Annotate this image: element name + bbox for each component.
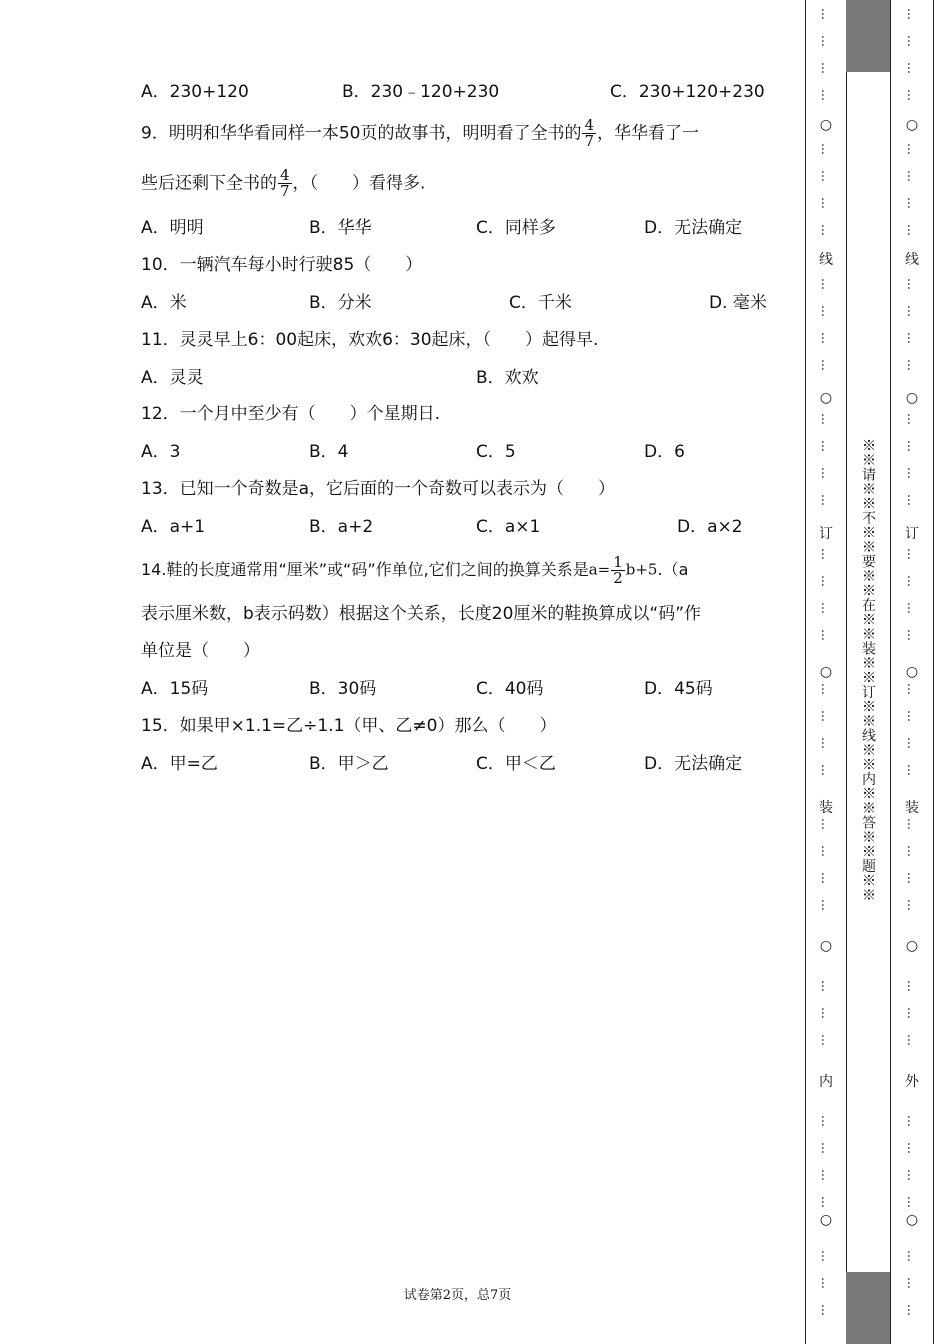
inner-circle-mark: ○ <box>819 938 833 954</box>
q12-option-c: C．5 <box>476 442 516 462</box>
q8-option-c: C．230+120+230 <box>610 82 765 102</box>
inner-dot-leader: … <box>819 845 833 857</box>
q14-line-2: 表示厘米数，b表示码数）根据这个关系，长度20厘米的鞋换算成以“码”作 <box>141 604 702 624</box>
q14-option-a: A．15码 <box>141 679 209 699</box>
inner-dot-leader: … <box>819 494 833 506</box>
q9-option-b: B．华华 <box>309 218 372 238</box>
q13-option-a: A．a+1 <box>141 517 206 537</box>
outer-dot-leader: … <box>905 413 919 425</box>
outer-dot-leader: … <box>905 224 919 236</box>
q14-formula: a= $\frac{1}{2}$ b+5 <box>588 553 658 587</box>
inner-dot-leader: … <box>819 710 833 722</box>
q15-option-a: A．甲=乙 <box>141 754 218 774</box>
outer-dot-leader: … <box>905 1007 919 1019</box>
q14-option-c: C．40码 <box>476 679 544 699</box>
inner-binding-label: 订 <box>819 526 833 542</box>
inner-dot-leader: … <box>819 818 833 830</box>
q11-option-b: B．欢欢 <box>476 368 539 388</box>
q9-text: 9．明明和华华看同样一本50页的故事书，明明看了全书的 <box>141 123 582 144</box>
outer-circle-mark: ○ <box>905 1212 919 1228</box>
outer-circle-mark: ○ <box>905 938 919 954</box>
inner-binding-label: 内 <box>819 1074 833 1090</box>
outer-dot-leader: … <box>905 332 919 344</box>
inner-circle-mark: ○ <box>819 664 833 680</box>
inner-binding-label: 线 <box>819 252 833 268</box>
inner-dot-leader: … <box>819 170 833 182</box>
outer-dot-leader: … <box>905 197 919 209</box>
q12-option-a: A．3 <box>141 442 181 462</box>
outer-dot-leader: … <box>905 1304 919 1316</box>
inner-dot-leader: … <box>819 413 833 425</box>
inner-dot-leader: … <box>819 8 833 20</box>
inner-circle-mark: ○ <box>819 390 833 406</box>
q9-line-2: 些后还剩下全书的 $\frac{4}{7}$ ，（ ）看得多. <box>141 166 426 200</box>
outer-dot-leader: … <box>905 143 919 155</box>
outer-dot-leader: … <box>905 980 919 992</box>
margin-warning-text: ※※请※※不※※要※※在※※装※※订※※线※※内※※答※※题※※ <box>860 438 876 902</box>
outer-dot-leader: … <box>905 1115 919 1127</box>
inner-dot-leader: … <box>819 1277 833 1289</box>
q14-option-d: D．45码 <box>644 679 713 699</box>
outer-circle-mark: ○ <box>905 117 919 133</box>
outer-dot-leader: … <box>905 602 919 614</box>
outer-dot-leader: … <box>905 629 919 641</box>
outer-dot-leader: … <box>905 845 919 857</box>
outer-dot-leader: … <box>905 89 919 101</box>
outer-dot-leader: … <box>905 764 919 776</box>
outer-dot-leader: … <box>905 62 919 74</box>
inner-binding-column <box>806 0 846 1344</box>
q15-option-d: D．无法确定 <box>644 754 743 774</box>
outer-dot-leader: … <box>905 1034 919 1046</box>
outer-dot-leader: … <box>905 359 919 371</box>
outer-dot-leader: … <box>905 170 919 182</box>
q12-text: 12．一个月中至少有（ ）个星期日. <box>141 404 441 424</box>
q13-option-c: C．a×1 <box>476 517 541 537</box>
outer-dot-leader: … <box>905 305 919 317</box>
outer-dot-leader: … <box>905 278 919 290</box>
q10-text: 10．一辆汽车每小时行驶85（ ） <box>141 255 423 275</box>
inner-dot-leader: … <box>819 1169 833 1181</box>
inner-dot-leader: … <box>819 1115 833 1127</box>
margin-border-inner-right <box>890 0 891 1344</box>
q9-option-a: A．明明 <box>141 218 204 238</box>
outer-binding-label: 订 <box>905 526 919 542</box>
inner-dot-leader: … <box>819 872 833 884</box>
inner-dot-leader: … <box>819 1007 833 1019</box>
outer-circle-mark: ○ <box>905 390 919 406</box>
q11-text: 11．灵灵早上6：00起床，欢欢6：30起床，（ ）起得早. <box>141 330 599 350</box>
outer-dot-leader: … <box>905 440 919 452</box>
inner-binding-label: 装 <box>819 800 833 816</box>
inner-dot-leader: … <box>819 575 833 587</box>
inner-dot-leader: … <box>819 332 833 344</box>
inner-dot-leader: … <box>819 629 833 641</box>
inner-dot-leader: … <box>819 1304 833 1316</box>
inner-dot-leader: … <box>819 683 833 695</box>
inner-dot-leader: … <box>819 224 833 236</box>
inner-dot-leader: … <box>819 899 833 911</box>
inner-dot-leader: … <box>819 278 833 290</box>
q9-fraction-2: $\frac{4}{7}$ <box>280 166 290 200</box>
inner-dot-leader: … <box>819 197 833 209</box>
outer-dot-leader: … <box>905 683 919 695</box>
q10-option-a: A．米 <box>141 293 187 313</box>
q9-fraction: $\frac{4}{7}$ <box>584 116 594 150</box>
outer-dot-leader: … <box>905 899 919 911</box>
inner-dot-leader: … <box>819 440 833 452</box>
q9-option-d: D．无法确定 <box>644 218 743 238</box>
q15-text: 15．如果甲×1.1=乙÷1.1（甲、乙≠0）那么（ ） <box>141 716 557 736</box>
q14-text: 14.鞋的长度通常用“厘米”或“码”作单位,它们之间的换算关系是 <box>141 560 589 579</box>
q13-text: 13．已知一个奇数是a，它后面的一个奇数可以表示为（ ） <box>141 479 616 499</box>
q13-option-d: D．a×2 <box>677 517 743 537</box>
outer-circle-mark: ○ <box>905 664 919 680</box>
inner-dot-leader: … <box>819 1142 833 1154</box>
q9-line-1: 9．明明和华华看同样一本50页的故事书，明明看了全书的 $\frac{4}{7}$ ，华华看了一 <box>141 116 699 150</box>
outer-dot-leader: … <box>905 1142 919 1154</box>
outer-dot-leader: … <box>905 872 919 884</box>
inner-dot-leader: … <box>819 35 833 47</box>
inner-dot-leader: … <box>819 602 833 614</box>
inner-circle-mark: ○ <box>819 1212 833 1228</box>
outer-dot-leader: … <box>905 710 919 722</box>
q12-option-b: B．4 <box>309 442 349 462</box>
outer-dot-leader: … <box>905 575 919 587</box>
inner-dot-leader: … <box>819 548 833 560</box>
outer-dot-leader: … <box>905 1196 919 1208</box>
q10-option-b: B．分米 <box>309 293 372 313</box>
inner-dot-leader: … <box>819 359 833 371</box>
margin-gray-band-bottom <box>846 1272 890 1344</box>
inner-dot-leader: … <box>819 764 833 776</box>
inner-dot-leader: … <box>819 1034 833 1046</box>
q10-option-d: D. 毫米 <box>709 293 767 313</box>
inner-dot-leader: … <box>819 62 833 74</box>
inner-dot-leader: … <box>819 980 833 992</box>
inner-circle-mark: ○ <box>819 117 833 133</box>
q8-option-b: B．230﹣120+230 <box>342 82 500 102</box>
inner-dot-leader: … <box>819 89 833 101</box>
outer-dot-leader: … <box>905 548 919 560</box>
q15-option-b: B．甲＞乙 <box>309 754 389 774</box>
q12-option-d: D．6 <box>644 442 685 462</box>
inner-dot-leader: … <box>819 1196 833 1208</box>
outer-dot-leader: … <box>905 467 919 479</box>
outer-dot-leader: … <box>905 494 919 506</box>
inner-dot-leader: … <box>819 737 833 749</box>
q8-option-a: A．230+120 <box>141 82 249 102</box>
inner-dot-leader: … <box>819 467 833 479</box>
outer-dot-leader: … <box>905 1169 919 1181</box>
inner-dot-leader: … <box>819 1250 833 1262</box>
q10-option-c: C．千米 <box>509 293 572 313</box>
outer-binding-column <box>892 0 932 1344</box>
outer-dot-leader: … <box>905 1277 919 1289</box>
q14-line-3: 单位是（ ） <box>141 641 260 661</box>
outer-dot-leader: … <box>905 737 919 749</box>
page-footer: 试卷第2页，总7页 <box>403 1288 512 1303</box>
margin-border-right <box>933 0 934 1344</box>
q14-option-b: B．30码 <box>309 679 377 699</box>
outer-binding-label: 外 <box>905 1074 919 1090</box>
outer-binding-label: 装 <box>905 800 919 816</box>
q9-option-c: C．同样多 <box>476 218 556 238</box>
q11-option-a: A．灵灵 <box>141 368 204 388</box>
outer-dot-leader: … <box>905 818 919 830</box>
inner-dot-leader: … <box>819 305 833 317</box>
inner-dot-leader: … <box>819 143 833 155</box>
outer-dot-leader: … <box>905 35 919 47</box>
q14-line-1: 14.鞋的长度通常用“厘米”或“码”作单位,它们之间的换算关系是a= $\frac{1}{2}$ b+5.（a <box>141 553 689 587</box>
outer-binding-label: 线 <box>905 252 919 268</box>
q13-option-b: B．a+2 <box>309 517 374 537</box>
outer-dot-leader: … <box>905 1250 919 1262</box>
outer-dot-leader: … <box>905 8 919 20</box>
q15-option-c: C．甲＜乙 <box>476 754 556 774</box>
margin-gray-band-top <box>846 0 890 72</box>
